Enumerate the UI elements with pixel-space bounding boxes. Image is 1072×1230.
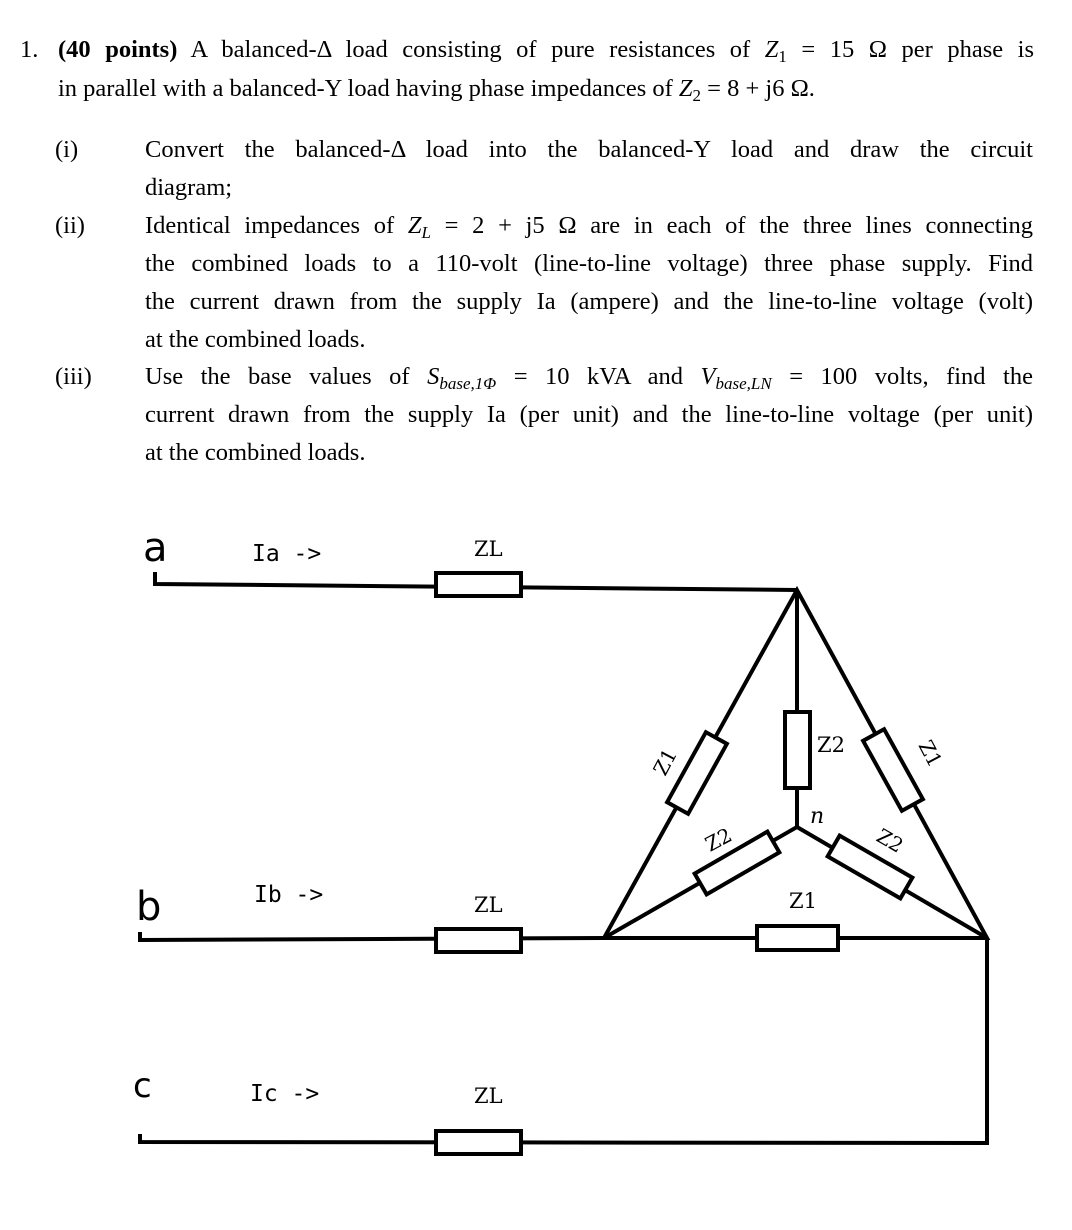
- neutral-label: n: [810, 804, 825, 829]
- current-ic: Ic ->: [250, 1081, 320, 1107]
- part-text: Use the base values of $S_{base,1\Phi} = 10$ kVA and $V_{base,LN} = 100$ volts, find the: [145, 363, 1033, 393]
- question-text: A balanced-Δ load consisting of pure resistances of: [177, 36, 765, 63]
- z2-value: = 8 + j6 Ω.: [701, 75, 815, 102]
- z1-label-ab: Z1: [648, 744, 682, 780]
- part-text: at the combined loads.: [145, 439, 366, 466]
- zl-label-a: ZL: [474, 537, 503, 561]
- part-label: (i): [55, 136, 79, 163]
- z1-symbol: Z: [764, 36, 779, 63]
- points: (40 points): [58, 36, 178, 63]
- line-impedance-b: [436, 929, 521, 952]
- line-impedance-a: [436, 573, 521, 596]
- part-text: the current drawn from the supply Ia (ampere) and the line-to-line voltage (volt): [145, 288, 1033, 315]
- part-label: (iii): [55, 363, 92, 390]
- part-text: Identical impedances of $Z_L = 2 + j5$ Ω are in each of the three lines connecting: [145, 212, 1033, 242]
- current-ia: Ia ->: [252, 541, 322, 567]
- part-text: the combined loads to a 110-volt (line-to-line voltage) three phase supply. Find: [145, 250, 1033, 277]
- z2-label-a: Z2: [817, 733, 845, 757]
- delta-impedance-ac: [863, 729, 923, 811]
- part-text: diagram;: [145, 174, 233, 201]
- part-label: (ii): [55, 212, 85, 239]
- question-text-2: in parallel with a balanced-Y load having phase impedances of: [58, 75, 679, 102]
- part-text: at the combined loads.: [145, 326, 366, 353]
- part-text: current drawn from the supply Ia (per unit) and the line-to-line voltage (per unit): [145, 401, 1033, 428]
- question-number: 1.: [20, 36, 39, 63]
- line-impedance-c: [436, 1131, 521, 1154]
- terminal-a: a: [143, 525, 168, 571]
- current-ib: Ib ->: [254, 882, 324, 908]
- z1-label-bc: Z1: [789, 889, 817, 913]
- wye-impedance-a: [785, 712, 810, 788]
- z2-label-c: Z2: [872, 823, 908, 858]
- z2-sub: 2: [692, 86, 702, 105]
- terminal-c: c: [133, 1066, 152, 1106]
- z1-sub: 1: [778, 47, 787, 66]
- z2-label-b: Z2: [701, 822, 736, 857]
- z2-symbol: Z: [678, 75, 693, 102]
- delta-impedance-ab: [667, 732, 727, 814]
- z1-label-ac: Z1: [913, 736, 948, 771]
- z1-value: = 15 Ω per phase is: [786, 36, 1034, 63]
- zl-label-c: ZL: [474, 1084, 503, 1108]
- delta-impedance-bc: [757, 926, 838, 950]
- zl-label-b: ZL: [474, 893, 503, 917]
- part-text: Convert the balanced-Δ load into the balanced-Y load and draw the circuit: [145, 136, 1033, 163]
- terminal-b: b: [136, 884, 162, 930]
